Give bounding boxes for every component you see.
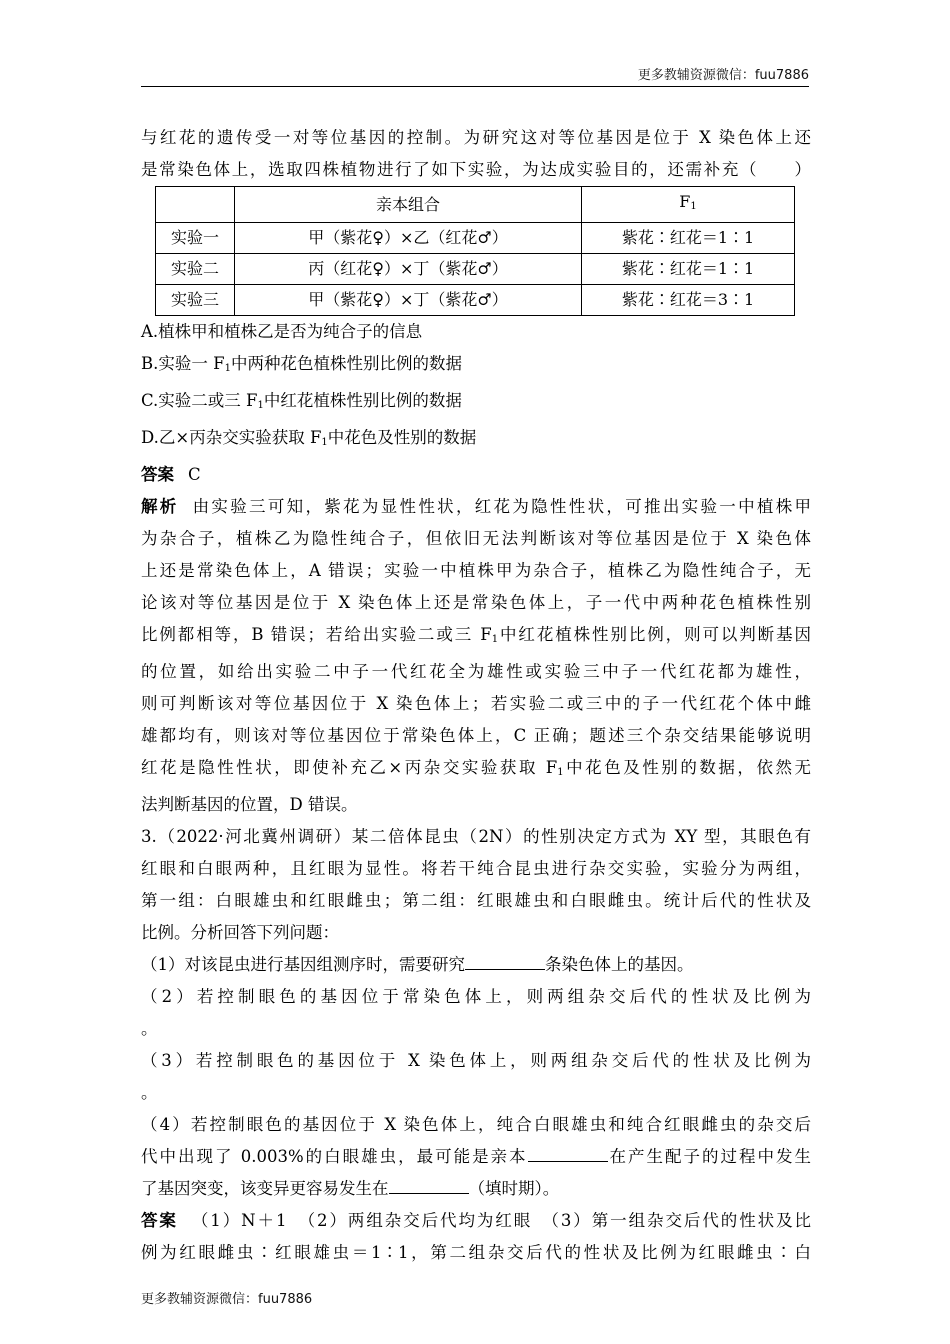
- row-f1: 紫花∶红花＝3∶1: [582, 285, 795, 316]
- intro-line: 是常染色体上，选取四株植物进行了如下实验，为达成实验目的，还需补充（ ）: [141, 160, 811, 179]
- option-c-text: 中红花植株性别比例的数据: [263, 391, 462, 410]
- question-3-line: 第一组：白眼雄虫和红眼雌虫；第二组：红眼雄虫和白眼雌虫。统计后代的性状及: [141, 891, 811, 910]
- analysis-line: 论该对等位基因是位于 X 染色体上还是常染色体上，子一代中两种花色植株性别: [141, 593, 811, 612]
- answer-blank[interactable]: [465, 951, 545, 970]
- table-row: [156, 285, 795, 316]
- sub-question-1: [141, 949, 811, 981]
- option-b-text: 中两种花色植株性别比例的数据: [230, 354, 462, 373]
- analysis-line: 则可判断该对等位基因位于 X 染色体上；若实验二或三中的子一代红花个体中雌: [141, 694, 811, 713]
- analysis-line: 上还是常染色体上，A 错误；实验一中植株甲为杂合子，植株乙为隐性纯合子，无: [141, 561, 811, 580]
- question-text: （填时期）。: [468, 1179, 560, 1198]
- intro-line: 与红花的遗传受一对等位基因的控制。为研究这对等位基因是位于 X 染色体上还: [141, 128, 811, 147]
- analysis-line: 的位置，如给出实验二中子一代红花全为雄性或实验三中子一代红花都为雄性，: [141, 662, 811, 681]
- option-d: [141, 422, 811, 459]
- question-text: （1）对该昆虫进行基因组测序时，需要研究: [141, 955, 465, 974]
- answer-3-line: 例为红眼雌虫∶红眼雄虫＝1∶1，第二组杂交后代的性状及比例为红眼雌虫∶白: [141, 1243, 811, 1262]
- f1-label: F: [679, 192, 691, 211]
- analysis-line: [141, 752, 811, 789]
- sub-question-2: （2）若控制眼色的基因位于常染色体上，则两组杂交后代的性状及比例为: [141, 987, 811, 1006]
- sub-question-4: [141, 1141, 811, 1173]
- footer-watermark: 更多教辅资源微信：fuu7886: [141, 1292, 313, 1307]
- row-f1: 紫花∶红花＝1∶1: [582, 254, 795, 285]
- header-divider: [141, 86, 809, 87]
- document-body: [141, 122, 811, 1269]
- table-header-row: [156, 187, 795, 223]
- answer-label: 答案: [141, 1211, 178, 1230]
- analysis-line: 为杂合子，植株乙为隐性纯合子，但依旧无法判断该对等位基因是位于 X 染色体: [141, 529, 811, 548]
- sub-question-4: （4）若控制眼色的基因位于 X 染色体上，纯合白眼雄虫和纯合红眼雌虫的杂交后: [141, 1115, 811, 1134]
- sub-question-4: [141, 1173, 811, 1205]
- table-row: [156, 223, 795, 254]
- analysis-text: 中花色及性别的数据，依然无: [563, 758, 811, 777]
- analysis-line: 雄都均有，则该对等位基因位于常染色体上，C 正确；题述三个杂交结果能够说明: [141, 726, 811, 745]
- question-3-line: 3.（2022·河北冀州调研）某二倍体昆虫（2N）的性别决定方式为 XY 型，其眼色有: [141, 827, 811, 846]
- row-f1: 紫花∶红花＝1∶1: [582, 223, 795, 254]
- table-header-f1: [582, 187, 795, 223]
- analysis-text: 比例都相等，B 错误；若给出实验二或三 F: [141, 625, 492, 644]
- f1-subscript: 1: [690, 201, 697, 212]
- analysis-line: [141, 491, 811, 523]
- option-d-text: 中花色及性别的数据: [327, 428, 477, 447]
- subscript: 1: [321, 437, 328, 448]
- answer-value: C: [188, 465, 201, 484]
- question-text: 在产生配子的过程中发生: [607, 1147, 811, 1166]
- analysis-line: 法判断基因的位置，D 错误。: [141, 795, 358, 814]
- subscript: 1: [557, 767, 564, 778]
- table-header-cross: 亲本组合: [235, 187, 582, 223]
- sub-question-2-end: 。: [141, 1019, 158, 1038]
- answer-blank[interactable]: [528, 1143, 608, 1162]
- question-text: 条染色体上的基因。: [545, 955, 694, 974]
- table-corner-cell: [156, 187, 235, 223]
- question-3-line: 红眼和白眼两种，且红眼为显性。将若干纯合昆虫进行杂交实验，实验分为两组，: [141, 859, 811, 878]
- option-a: A.植株甲和植株乙是否为纯合子的信息: [141, 322, 423, 341]
- question-3-line: 比例。分析回答下列问题：: [141, 923, 339, 942]
- subscript: 1: [257, 400, 264, 411]
- row-name: 实验一: [156, 223, 235, 254]
- sub-question-3-end: 。: [141, 1083, 158, 1102]
- answer-3-line: [141, 1205, 811, 1237]
- row-name: 实验三: [156, 285, 235, 316]
- analysis-text: 中红花植株性别比例，则可以判断基因: [498, 625, 811, 644]
- question-text: 了基因突变，该变异更容易发生在: [141, 1179, 389, 1198]
- analysis-label: 解析: [141, 497, 179, 516]
- header-watermark: 更多教辅资源微信：fuu7886: [637, 68, 809, 83]
- answer-label: 答案: [141, 465, 174, 484]
- answer-text: （1）N＋1 （2）两组杂交后代均为红眼 （3）第一组杂交后代的性状及比: [191, 1211, 811, 1230]
- answer-blank[interactable]: [389, 1175, 469, 1194]
- experiment-table: [155, 186, 795, 316]
- option-c-text: C.实验二或三 F: [141, 391, 258, 410]
- row-name: 实验二: [156, 254, 235, 285]
- option-c: [141, 385, 811, 422]
- row-cross: 丙（红花♀）×丁（紫花♂）: [235, 254, 582, 285]
- analysis-text: 由实验三可知，紫花为显性性状，红花为隐性性状，可推出实验一中植株甲: [192, 497, 812, 516]
- answer-1: [141, 459, 811, 491]
- table-row: [156, 254, 795, 285]
- option-d-text: D.乙×丙杂交实验获取 F: [141, 428, 322, 447]
- subscript: 1: [224, 363, 231, 374]
- analysis-line: [141, 619, 811, 656]
- subscript: 1: [491, 634, 499, 645]
- row-cross: 甲（紫花♀）×乙（红花♂）: [235, 223, 582, 254]
- option-b: [141, 348, 811, 385]
- option-b-text: B.实验一 F: [141, 354, 225, 373]
- row-cross: 甲（紫花♀）×丁（紫花♂）: [235, 285, 582, 316]
- sub-question-3: （3）若控制眼色的基因位于 X 染色体上，则两组杂交后代的性状及比例为: [141, 1051, 811, 1070]
- analysis-text: 红花是隐性性状，即使补充乙×丙杂交实验获取 F: [141, 758, 558, 777]
- question-text: 代中出现了 0.003%的白眼雄虫，最可能是亲本: [141, 1147, 528, 1166]
